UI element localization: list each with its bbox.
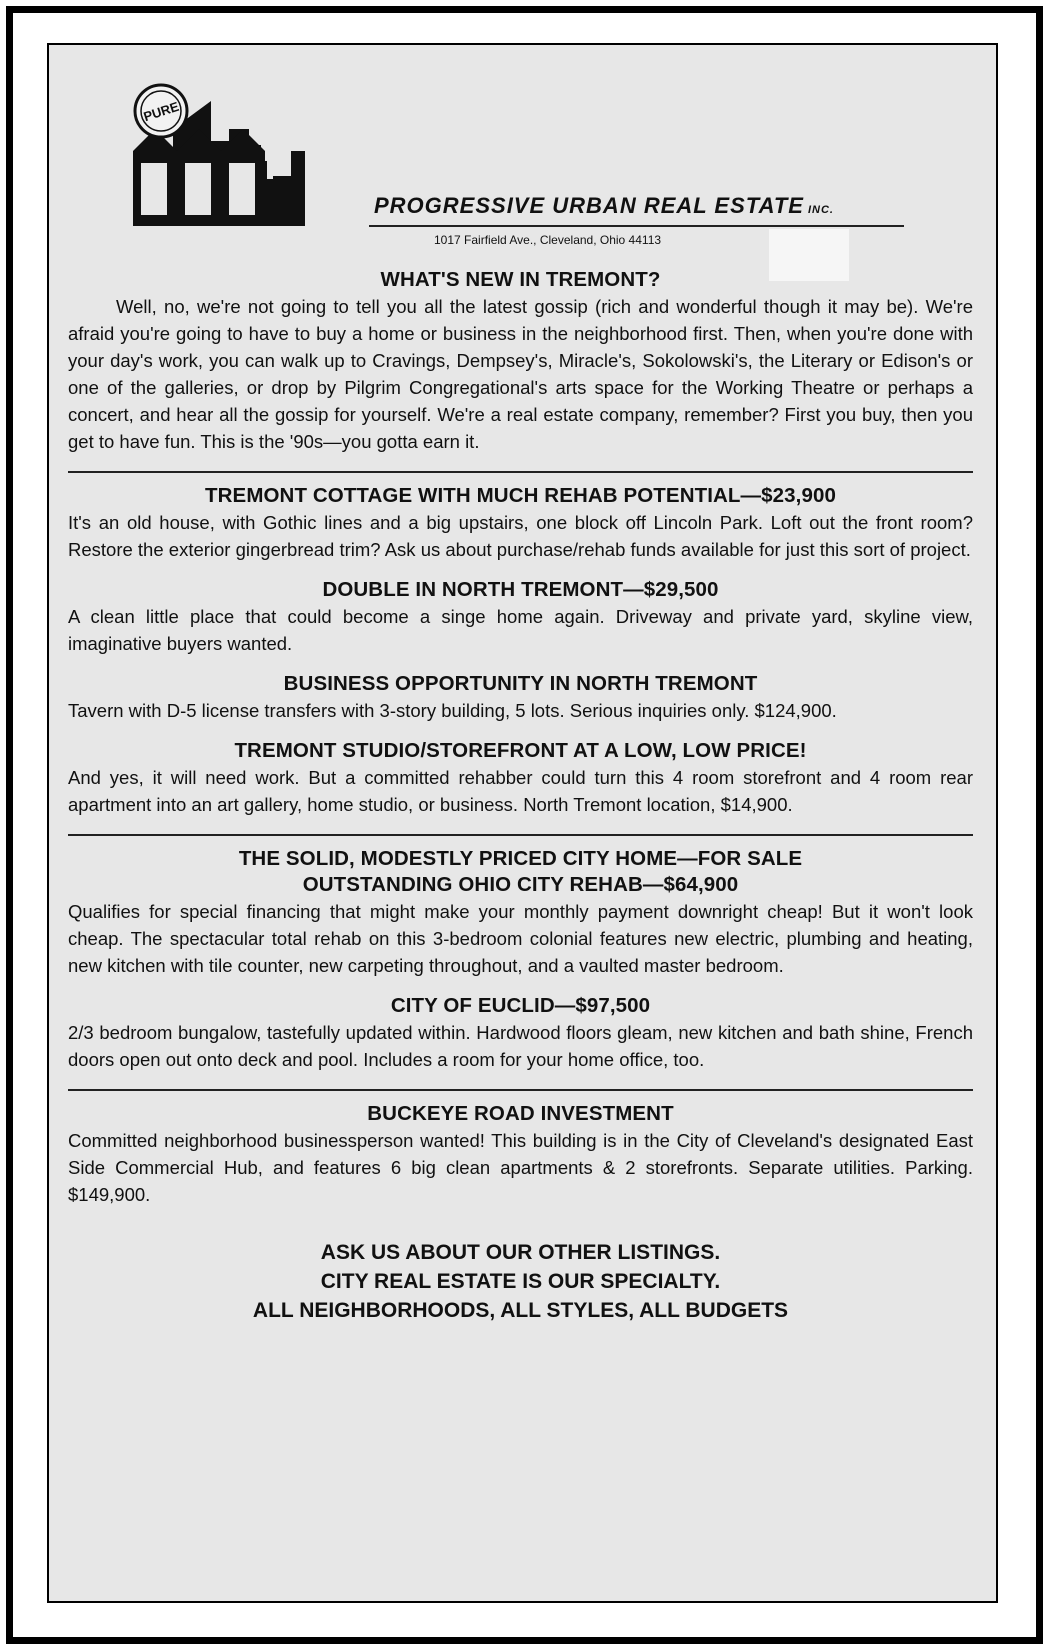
logo-badge-text: PURE [141, 98, 181, 125]
section-divider [68, 834, 973, 836]
listing-heading: THE SOLID, MODESTLY PRICED CITY HOME—FOR SALE [238, 847, 803, 870]
ad-body [68, 267, 973, 1325]
listing-heading: DOUBLE IN NORTH TREMONT—$29,500 [322, 578, 719, 601]
intro-heading: WHAT'S NEW IN TREMONT? [380, 268, 661, 291]
listing-subheading: OUTSTANDING OHIO CITY REHAB—$64,900 [302, 873, 739, 896]
listing-text: 2/3 bedroom bungalow, tastefully updated within. Hardwood floors gleam, new kitchen and bath shine, French doors open out onto deck and pool. Includes a room for your home office, too. [68, 1022, 973, 1070]
listing-heading: BUCKEYE ROAD INVESTMENT [367, 1102, 674, 1125]
section-divider [68, 471, 973, 473]
listing-text: Tavern with D-5 license transfers with 3-story building, 5 lots. Serious inquiries only. $124,900. [68, 700, 837, 721]
header-divider [369, 225, 904, 227]
listing-text: And yes, it will need work. But a committed rehabber could turn this 4 room storefront and 4 room rear apartment into an art gallery, home studio, or business. North Tremont location, $14,900. [68, 767, 973, 815]
listing-text: It's an old house, with Gothic lines and a big upstairs, one block off Lincoln Park. Loft out the front room? Restore the exterior gingerbread trim? Ask us about purchase/rehab funds available for just this sort of project. [68, 512, 973, 560]
closing-line: ASK US ABOUT OUR OTHER LISTINGS. [320, 1241, 721, 1264]
closing-line: CITY REAL ESTATE IS OUR SPECIALTY. [320, 1270, 721, 1293]
listing-text: Committed neighborhood businessperson wanted! This building is in the City of Cleveland's designated East Side Commercial Hub, and features 6 big clean apartments & 2 storefronts. Separate utilities. Parking. $149,900. [68, 1130, 973, 1205]
listing-heading: BUSINESS OPPORTUNITY IN NORTH TREMONT [283, 672, 758, 695]
company-suffix: INC. [807, 204, 834, 216]
listing-text: Qualifies for special financing that might make your monthly payment downright cheap! But it won't look cheap. The spectacular total rehab on this 3-bedroom colonial features new electric, plumbing and heating, new kitchen with tile counter, new carpeting throughout, and a vaulted master bedroom. [68, 901, 973, 976]
section-divider [68, 1089, 973, 1091]
listing-heading: CITY OF EUCLID—$97,500 [390, 994, 651, 1017]
listing-heading: TREMONT STUDIO/STOREFRONT AT A LOW, LOW PRICE! [234, 739, 807, 762]
company-address: 1017 Fairfield Ave., Cleveland, Ohio 44113 [434, 233, 662, 247]
closing-line: ALL NEIGHBORHOODS, ALL STYLES, ALL BUDGETS [252, 1299, 789, 1322]
ad-frame [6, 6, 1043, 1644]
listing-heading: TREMONT COTTAGE WITH MUCH REHAB POTENTIAL—$23,900 [205, 484, 836, 507]
company-name: PROGRESSIVE URBAN REAL ESTATE INC. [374, 193, 834, 218]
company-logo [133, 81, 308, 226]
listing-text: A clean little place that could become a singe home again. Driveway and private yard, skyline view, imaginative buyers wanted. [68, 606, 973, 654]
ad-page [47, 43, 998, 1603]
intro-text: Well, no, we're not going to tell you all the latest gossip (rich and wonderful though it may be). We're afraid you're going to have to buy a home or business in the neighborhood first. Then, when you're done with your day's work, you can walk up to Cravings, Dempsey's, Miracle's, Sokolowski's, the Literary or Edison's or one of the galleries, or drop by Pilgrim Congregational's arts space for the Working Theatre or perhaps a concert, and hear all the gossip for yourself. We're a real estate company, remember? First you buy, then you get to have fun. This is the '90s—you gotta earn it. [68, 296, 973, 452]
